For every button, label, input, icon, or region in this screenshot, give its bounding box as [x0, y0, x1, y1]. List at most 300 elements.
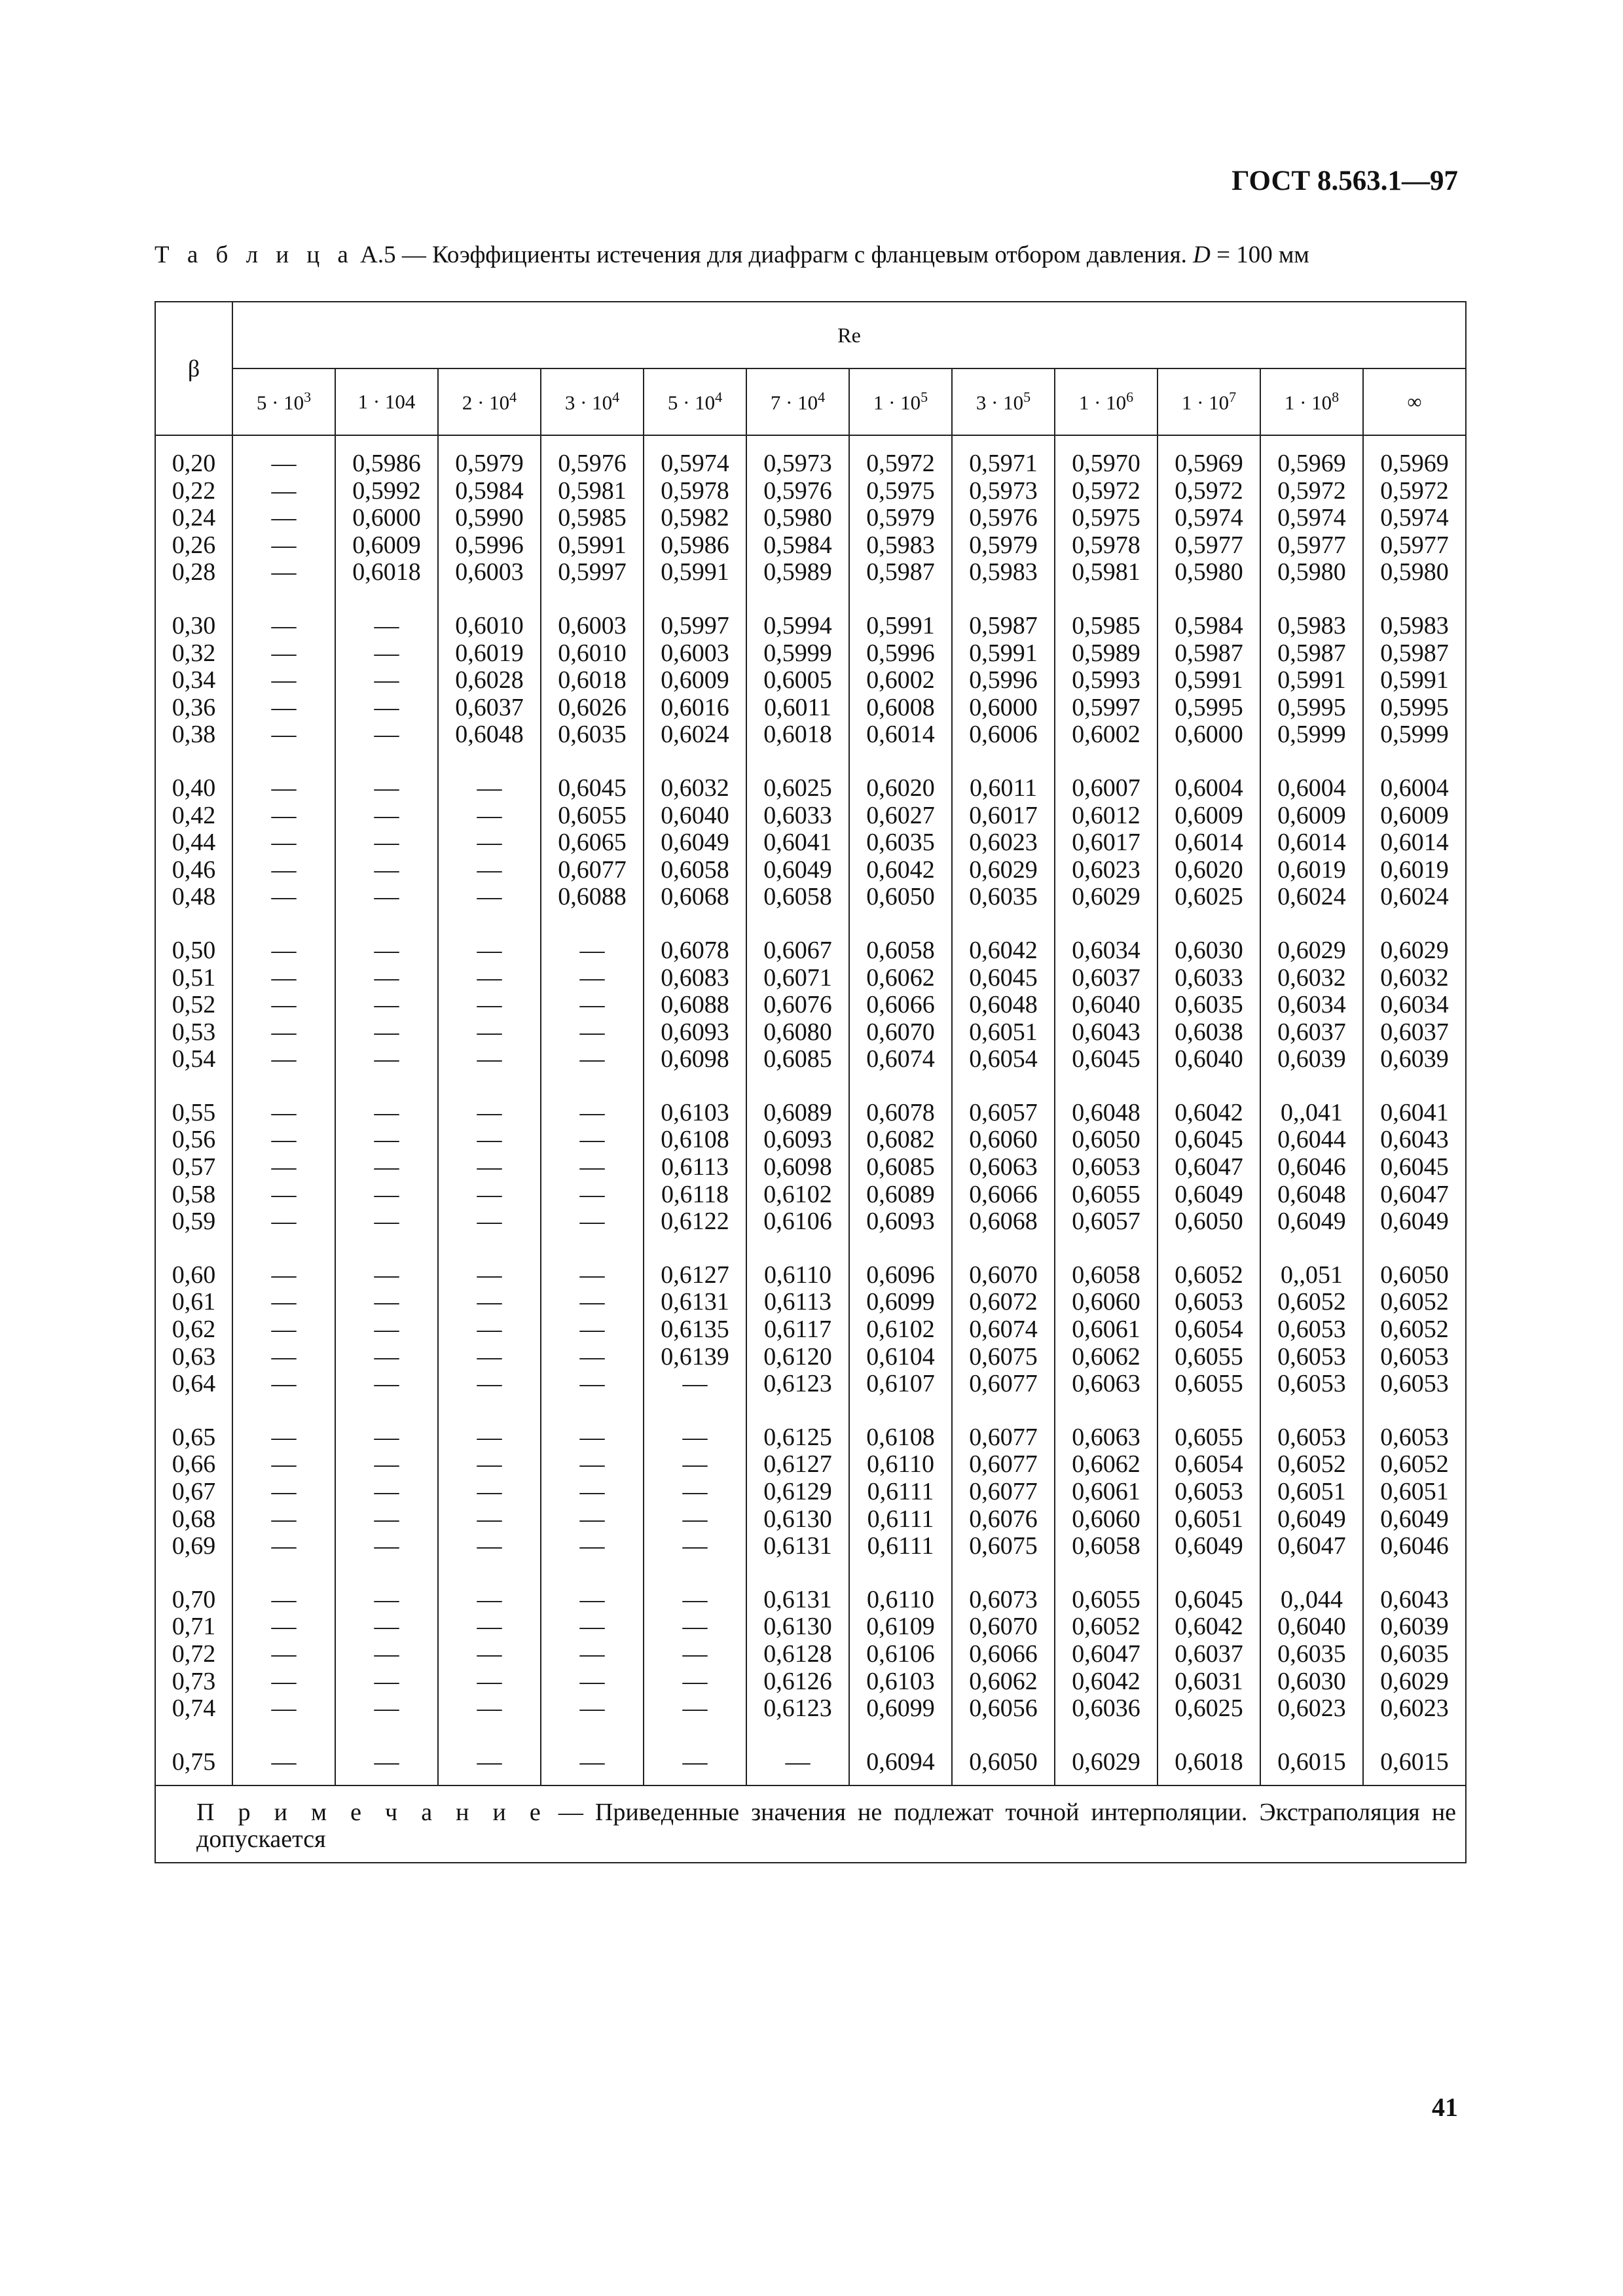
coefficient-value: 0,6024 — [1380, 883, 1449, 911]
coefficient-value: 0,6053 — [1175, 1478, 1243, 1505]
coefficient-value: — — [682, 1505, 708, 1533]
coefficient-value: 0,5990 — [455, 504, 524, 532]
table-body — [155, 435, 1466, 1785]
coefficient-value: 0,6052 — [1380, 1316, 1449, 1344]
caption-variable: D — [1193, 242, 1211, 268]
coefficient-value: 0,6131 — [763, 1532, 832, 1560]
coefficient-value: 0,6012 — [1072, 801, 1140, 829]
beta-value: 0,57 — [172, 1153, 216, 1181]
coefficient-value: — — [271, 1613, 297, 1641]
coefficient-value: 0,6044 — [1277, 1126, 1346, 1154]
re-column-exponent: 5 — [1023, 389, 1031, 406]
coefficient-value: 0,6074 — [969, 1316, 1038, 1344]
re-column-header — [541, 368, 644, 435]
group-gap — [439, 586, 540, 613]
re-column-header — [1260, 368, 1363, 435]
coefficient-value: — — [477, 1208, 502, 1236]
coefficient-value: 0,6049 — [1380, 1505, 1449, 1533]
coefficient-value: 0,6009 — [1175, 801, 1243, 829]
coefficient-value: — — [579, 1180, 605, 1208]
coefficient-value: 0,6070 — [969, 1261, 1038, 1289]
coefficient-value: 0,6058 — [763, 883, 832, 911]
beta-value: 0,64 — [172, 1370, 216, 1398]
group-gap — [156, 1723, 232, 1749]
coefficient-value: 0,6002 — [1072, 721, 1140, 749]
beta-value: 0,55 — [172, 1098, 216, 1126]
beta-value: 0,24 — [172, 504, 216, 532]
coefficient-value: 0,6028 — [455, 666, 524, 694]
coefficient-value: 0,5980 — [763, 504, 832, 532]
group-gap — [336, 1073, 437, 1100]
coefficient-value: — — [271, 883, 297, 911]
coefficient-value: 0,6047 — [1175, 1153, 1243, 1181]
coefficient-value: 0,5973 — [763, 450, 832, 477]
group-gap — [439, 1560, 540, 1587]
coefficient-value: 0,6049 — [1277, 1208, 1346, 1236]
coefficient-value: — — [271, 774, 297, 802]
coefficient-value: 0,6003 — [455, 558, 524, 586]
coefficient-value: 0,6032 — [1277, 963, 1346, 992]
coefficient-table — [155, 301, 1467, 1863]
coefficient-value: 0,6047 — [1277, 1532, 1346, 1560]
group-gap — [233, 1560, 335, 1587]
coefficient-value: — — [271, 476, 297, 505]
group-gap — [1158, 749, 1260, 775]
re-column-header — [1158, 368, 1260, 435]
coefficient-value: 0,6005 — [763, 666, 832, 694]
beta-value: 0,40 — [172, 774, 216, 802]
coefficient-value: 0,6053 — [1380, 1342, 1449, 1371]
coefficient-value: 0,6076 — [969, 1505, 1038, 1533]
coefficient-value: 0,6055 — [1175, 1342, 1243, 1371]
coefficient-value: 0,6129 — [763, 1478, 832, 1505]
coefficient-value: 0,6074 — [866, 1045, 935, 1073]
coefficient-value: 0,6046 — [1277, 1153, 1346, 1181]
beta-value: 0,60 — [172, 1261, 216, 1289]
coefficient-value: 0,6077 — [969, 1370, 1038, 1398]
coefficient-value: 0,6010 — [558, 639, 627, 667]
coefficient-value: — — [271, 1748, 297, 1776]
re-column-exponent: 4 — [818, 389, 826, 406]
coefficient-value: — — [271, 1180, 297, 1208]
coefficient-value: 0,5986 — [661, 531, 729, 559]
coefficient-value: 0,6043 — [1380, 1126, 1449, 1154]
coefficient-value: 0,6016 — [661, 693, 729, 721]
group-gap — [850, 1560, 951, 1587]
coefficient-value: 0,6113 — [763, 1288, 832, 1316]
coefficient-value: 0,6040 — [1175, 1045, 1243, 1073]
coefficient-value: 0,6139 — [661, 1342, 729, 1371]
re-value-column — [849, 435, 952, 1785]
coefficient-value: 0,5984 — [763, 531, 832, 559]
coefficient-value: — — [682, 1423, 708, 1451]
group-gap — [1261, 749, 1362, 775]
coefficient-value: — — [271, 611, 297, 639]
group-gap — [1261, 1723, 1362, 1749]
coefficient-value: 0,6014 — [1175, 829, 1243, 857]
coefficient-value: — — [374, 1045, 399, 1073]
coefficient-value: 0,5977 — [1175, 531, 1243, 559]
coefficient-value: 0,6089 — [763, 1098, 832, 1126]
re-column-base: 1 · 10 — [1181, 391, 1230, 414]
coefficient-value: 0,6045 — [558, 774, 627, 802]
group-gap — [1364, 911, 1465, 937]
coefficient-value: 0,6026 — [558, 693, 627, 721]
coefficient-value: 0,6053 — [1175, 1288, 1243, 1316]
coefficient-value: 0,6023 — [1277, 1695, 1346, 1723]
coefficient-value: 0,6046 — [1380, 1532, 1449, 1560]
coefficient-value: 0,,044 — [1281, 1585, 1343, 1613]
coefficient-value: 0,6107 — [866, 1370, 935, 1398]
coefficient-value: 0,5991 — [1175, 666, 1243, 694]
coefficient-value: — — [271, 666, 297, 694]
coefficient-value: 0,5984 — [1175, 611, 1243, 639]
coefficient-value: 0,6051 — [1380, 1478, 1449, 1505]
coefficient-value: — — [579, 1695, 605, 1723]
coefficient-value: — — [271, 1153, 297, 1181]
group-gap — [644, 1560, 746, 1587]
coefficient-value: 0,6120 — [763, 1342, 832, 1371]
coefficient-value: 0,6058 — [1072, 1261, 1140, 1289]
coefficient-value: — — [477, 1450, 502, 1479]
note-text: — Приведенные значения не подлежат точной интерполяции. Экстраполяция не допускается — [196, 1799, 1457, 1854]
coefficient-value: 0,6102 — [866, 1316, 935, 1344]
coefficient-value: 0,6055 — [1175, 1370, 1243, 1398]
coefficient-value: 0,6020 — [1175, 855, 1243, 884]
coefficient-value: — — [682, 1695, 708, 1723]
group-gap — [953, 1560, 1054, 1587]
group-gap — [439, 1073, 540, 1100]
coefficient-value: 0,6029 — [1380, 936, 1449, 964]
coefficient-value: 0,6008 — [866, 693, 935, 721]
beta-value: 0,75 — [172, 1748, 216, 1776]
coefficient-value: 0,5983 — [866, 531, 935, 559]
coefficient-value: 0,6035 — [1380, 1640, 1449, 1668]
coefficient-value: — — [477, 1261, 502, 1289]
coefficient-value: — — [271, 1478, 297, 1505]
coefficient-value: 0,6037 — [1072, 963, 1140, 992]
coefficient-value: 0,6035 — [969, 883, 1038, 911]
group-gap — [541, 1236, 643, 1262]
coefficient-value: 0,5970 — [1072, 450, 1140, 477]
coefficient-value: 0,5991 — [661, 558, 729, 586]
coefficient-value: 0,6050 — [1072, 1126, 1140, 1154]
coefficient-value: — — [477, 774, 502, 802]
coefficient-value: 0,6103 — [661, 1098, 729, 1126]
group-gap — [850, 1073, 951, 1100]
coefficient-value: 0,6043 — [1380, 1585, 1449, 1613]
coefficient-value: — — [579, 1045, 605, 1073]
group-gap — [156, 1560, 232, 1587]
coefficient-value: 0,6055 — [1072, 1585, 1140, 1613]
coefficient-value: 0,6019 — [1380, 855, 1449, 884]
coefficient-value: 0,5991 — [1380, 666, 1449, 694]
coefficient-value: — — [374, 1532, 399, 1560]
group-gap — [439, 1723, 540, 1749]
group-gap — [1364, 1560, 1465, 1587]
coefficient-value: 0,6053 — [1380, 1370, 1449, 1398]
coefficient-value: — — [682, 1585, 708, 1613]
coefficient-value: 0,5997 — [558, 558, 627, 586]
coefficient-value: 0,6035 — [1175, 991, 1243, 1019]
coefficient-value: 0,6035 — [1277, 1640, 1346, 1668]
group-gap — [850, 586, 951, 613]
group-gap — [156, 1073, 232, 1100]
coefficient-value: 0,6131 — [763, 1585, 832, 1613]
coefficient-value: 0,6042 — [969, 936, 1038, 964]
group-gap — [233, 1723, 335, 1749]
coefficient-value: — — [477, 1098, 502, 1126]
beta-value: 0,71 — [172, 1613, 216, 1641]
coefficient-value: 0,5974 — [661, 450, 729, 477]
coefficient-value: 0,6009 — [352, 531, 421, 559]
coefficient-value: 0,6042 — [1175, 1098, 1243, 1126]
group-gap — [336, 586, 437, 613]
coefficient-value: 0,5980 — [1380, 558, 1449, 586]
beta-value: 0,34 — [172, 666, 216, 694]
coefficient-value: 0,6117 — [763, 1316, 832, 1344]
coefficient-value: 0,6053 — [1277, 1423, 1346, 1451]
coefficient-value: 0,6055 — [558, 801, 627, 829]
coefficient-value: 0,6049 — [1277, 1505, 1346, 1533]
group-gap — [541, 1560, 643, 1587]
re-value-column — [438, 435, 541, 1785]
coefficient-value: 0,6063 — [1072, 1423, 1140, 1451]
coefficient-value: 0,6039 — [1380, 1613, 1449, 1641]
coefficient-value: 0,6041 — [1380, 1098, 1449, 1126]
group-gap — [747, 1236, 848, 1262]
coefficient-value: — — [477, 1748, 502, 1776]
coefficient-value: 0,6042 — [1175, 1613, 1243, 1641]
coefficient-value: — — [271, 1098, 297, 1126]
coefficient-value: 0,6070 — [969, 1613, 1038, 1641]
coefficient-value: 0,5969 — [1175, 450, 1243, 477]
coefficient-value: 0,5995 — [1175, 693, 1243, 721]
coefficient-value: 0,6054 — [969, 1045, 1038, 1073]
re-value-column — [952, 435, 1055, 1785]
re-column-header — [644, 368, 746, 435]
group-gap — [1158, 1398, 1260, 1424]
coefficient-value: — — [374, 1098, 399, 1126]
group-gap — [953, 1723, 1054, 1749]
coefficient-value: — — [682, 1640, 708, 1668]
coefficient-value: — — [682, 1667, 708, 1695]
beta-value: 0,22 — [172, 476, 216, 505]
beta-value: 0,53 — [172, 1018, 216, 1046]
beta-value: 0,62 — [172, 1316, 216, 1344]
group-gap — [850, 749, 951, 775]
coefficient-value: 0,6037 — [455, 693, 524, 721]
coefficient-value: 0,6009 — [1277, 801, 1346, 829]
coefficient-value: 0,6071 — [763, 963, 832, 992]
coefficient-value: — — [271, 1532, 297, 1560]
coefficient-value: 0,5980 — [1277, 558, 1346, 586]
group-gap — [1055, 911, 1157, 937]
page-number: 41 — [1432, 2092, 1458, 2122]
coefficient-value: — — [477, 1695, 502, 1723]
coefficient-value: — — [374, 1585, 399, 1613]
coefficient-value: — — [374, 855, 399, 884]
coefficient-value: — — [374, 693, 399, 721]
coefficient-value: 0,6077 — [558, 855, 627, 884]
coefficient-value: 0,6024 — [1277, 883, 1346, 911]
coefficient-value: 0,6041 — [763, 829, 832, 857]
coefficient-value: — — [477, 963, 502, 992]
re-column-base: 1 · 10 — [1078, 391, 1127, 414]
coefficient-value: 0,6042 — [1072, 1667, 1140, 1695]
beta-value: 0,58 — [172, 1180, 216, 1208]
coefficient-value: 0,6032 — [661, 774, 729, 802]
coefficient-value: 0,6051 — [1277, 1478, 1346, 1505]
coefficient-value: 0,6009 — [1380, 801, 1449, 829]
coefficient-value: 0,5981 — [1072, 558, 1140, 586]
coefficient-value: — — [374, 991, 399, 1019]
coefficient-value: 0,6038 — [1175, 1018, 1243, 1046]
coefficient-value: — — [271, 1450, 297, 1479]
coefficient-value: 0,6030 — [1277, 1667, 1346, 1695]
coefficient-value: — — [477, 1585, 502, 1613]
group-gap — [644, 749, 746, 775]
re-column-base: 3 · 10 — [564, 391, 613, 414]
group-gap — [156, 586, 232, 613]
coefficient-value: 0,,041 — [1281, 1098, 1343, 1126]
coefficient-value: — — [579, 1640, 605, 1668]
coefficient-value: 0,6017 — [1072, 829, 1140, 857]
group-gap — [1055, 1723, 1157, 1749]
group-gap — [644, 1236, 746, 1262]
table-note — [155, 1785, 1466, 1863]
coefficient-value: 0,6024 — [661, 721, 729, 749]
coefficient-value: — — [477, 1153, 502, 1181]
coefficient-value: 0,6088 — [661, 991, 729, 1019]
coefficient-value: 0,6103 — [866, 1667, 935, 1695]
re-column-base: 1 · 104 — [357, 390, 416, 413]
coefficient-value: 0,6050 — [1380, 1261, 1449, 1289]
beta-value: 0,69 — [172, 1532, 216, 1560]
beta-value: 0,65 — [172, 1423, 216, 1451]
beta-column — [155, 435, 232, 1785]
coefficient-value: — — [374, 1342, 399, 1371]
group-gap — [1158, 586, 1260, 613]
coefficient-value: 0,5991 — [558, 531, 627, 559]
group-gap — [1364, 1398, 1465, 1424]
re-column-exponent: 4 — [715, 389, 723, 406]
group-gap — [336, 1398, 437, 1424]
coefficient-value: — — [271, 991, 297, 1019]
coefficient-value: 0,5999 — [1380, 721, 1449, 749]
beta-value: 0,54 — [172, 1045, 216, 1073]
coefficient-value: 0,6048 — [1072, 1098, 1140, 1126]
coefficient-value: 0,6077 — [969, 1478, 1038, 1505]
coefficient-value: 0,6051 — [1175, 1505, 1243, 1533]
coefficient-value: 0,5987 — [1380, 639, 1449, 667]
coefficient-value: 0,5980 — [1175, 558, 1243, 586]
group-gap — [1158, 1073, 1260, 1100]
coefficient-value: 0,6003 — [558, 611, 627, 639]
beta-value: 0,28 — [172, 558, 216, 586]
coefficient-value: 0,6053 — [1277, 1316, 1346, 1344]
coefficient-value: — — [477, 1613, 502, 1641]
coefficient-value: 0,6052 — [1175, 1261, 1243, 1289]
beta-value: 0,67 — [172, 1478, 216, 1505]
coefficient-value: — — [374, 1695, 399, 1723]
group-gap — [1158, 1236, 1260, 1262]
coefficient-value: — — [579, 1261, 605, 1289]
table-row — [155, 435, 1466, 1785]
coefficient-value: 0,5969 — [1277, 450, 1346, 477]
coefficient-value: 0,6020 — [866, 774, 935, 802]
coefficient-value: 0,5993 — [1072, 666, 1140, 694]
coefficient-value: 0,6037 — [1175, 1640, 1243, 1668]
group-gap — [953, 749, 1054, 775]
coefficient-value: 0,5989 — [763, 558, 832, 586]
coefficient-value: — — [374, 963, 399, 992]
coefficient-value: 0,6002 — [866, 666, 935, 694]
coefficient-value: — — [374, 774, 399, 802]
group-gap — [439, 1398, 540, 1424]
coefficient-value: 0,6030 — [1175, 936, 1243, 964]
caption-label: Т а б л и ц а — [155, 242, 354, 268]
re-columns-row — [155, 368, 1466, 435]
coefficient-value: 0,6025 — [1175, 1695, 1243, 1723]
coefficient-value: 0,6045 — [969, 963, 1038, 992]
coefficient-value: — — [579, 1585, 605, 1613]
coefficient-value: 0,6029 — [1380, 1667, 1449, 1695]
coefficient-value: 0,6033 — [1175, 963, 1243, 992]
coefficient-value: 0,5989 — [1072, 639, 1140, 667]
coefficient-value: — — [477, 991, 502, 1019]
coefficient-value: 0,6058 — [1072, 1532, 1140, 1560]
coefficient-value: 0,6040 — [661, 801, 729, 829]
coefficient-value: 0,6093 — [763, 1126, 832, 1154]
coefficient-value: — — [477, 1288, 502, 1316]
coefficient-value: 0,5999 — [1277, 721, 1346, 749]
coefficient-value: — — [579, 1748, 605, 1776]
coefficient-value: — — [477, 936, 502, 964]
coefficient-value: — — [477, 829, 502, 857]
coefficient-value: 0,5976 — [763, 476, 832, 505]
coefficient-value: — — [374, 883, 399, 911]
beta-value: 0,32 — [172, 639, 216, 667]
coefficient-value: — — [271, 1505, 297, 1533]
coefficient-value: 0,6102 — [763, 1180, 832, 1208]
coefficient-value: 0,6110 — [763, 1261, 832, 1289]
beta-value: 0,66 — [172, 1450, 216, 1479]
re-column-exponent: 4 — [612, 389, 620, 406]
coefficient-value: 0,5976 — [558, 450, 627, 477]
coefficient-value: — — [374, 801, 399, 829]
coefficient-value: 0,5981 — [558, 476, 627, 505]
group-gap — [1261, 1398, 1362, 1424]
beta-value: 0,74 — [172, 1695, 216, 1723]
coefficient-value: 0,6052 — [1277, 1288, 1346, 1316]
coefficient-value: 0,6098 — [763, 1153, 832, 1181]
coefficient-value: 0,6045 — [1072, 1045, 1140, 1073]
group-gap — [1364, 749, 1465, 775]
group-gap — [850, 1723, 951, 1749]
coefficient-value: — — [271, 1667, 297, 1695]
coefficient-value: — — [271, 504, 297, 532]
coefficient-value: — — [374, 666, 399, 694]
coefficient-value: 0,6014 — [1277, 829, 1346, 857]
coefficient-value: 0,6089 — [866, 1180, 935, 1208]
coefficient-value: 0,6006 — [969, 721, 1038, 749]
coefficient-value: 0,6111 — [867, 1478, 934, 1505]
coefficient-value: 0,5987 — [1175, 639, 1243, 667]
re-value-column — [1055, 435, 1158, 1785]
coefficient-value: 0,,051 — [1281, 1261, 1343, 1289]
coefficient-value: — — [477, 1180, 502, 1208]
